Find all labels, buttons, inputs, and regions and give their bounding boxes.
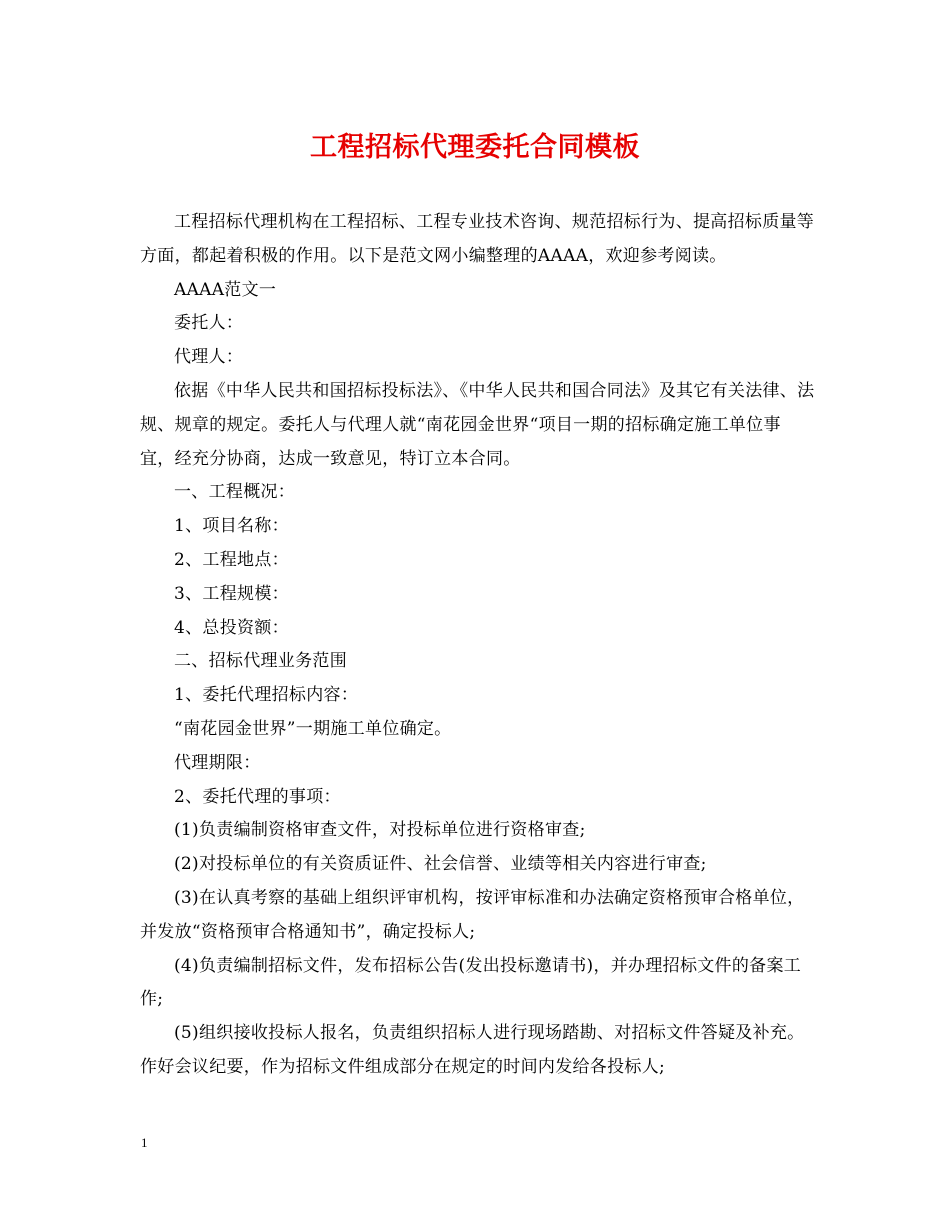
list-item-project-name: 1、项目名称： <box>174 516 289 537</box>
list-item-project-scale: 3、工程规模： <box>174 583 289 604</box>
paragraph-agent: 代理人： <box>174 347 244 368</box>
paragraph-intro: 工程招标代理机构在工程招标、工程专业技术咨询、规范招标行为、提高招标质量等方面，都起着积极的作用。以下是范文网小编整理的AAAA，欢迎参考阅读。 <box>140 212 815 266</box>
paragraph-sample-heading: AAAA范文一 <box>174 279 277 300</box>
document-body <box>140 206 815 1085</box>
list-item-matter-1: (1)负责编制资格审查文件，对投标单位进行资格审查; <box>174 820 586 841</box>
list-item-matter-2: (2)对投标单位的有关资质证件、社会信誉、业绩等相关内容进行审查; <box>174 854 707 875</box>
paragraph-principal: 委托人： <box>174 313 244 334</box>
list-item-matter-5: (5)组织接收投标人报名，负责组织招标人进行现场踏勘、对招标文件答疑及补充。作好会议纪要，作为招标文件组成部分在规定的时间内发给各投标人; <box>140 1023 805 1077</box>
list-item-matter-4: (4)负责编制招标文件，发布招标公告(发出投标邀请书)，并办理招标文件的备案工作; <box>140 955 802 1010</box>
list-item-total-investment: 4、总投资额： <box>174 617 289 638</box>
list-item-bidding-content: 1、委托代理招标内容： <box>174 685 359 706</box>
list-item-project-location: 2、工程地点： <box>174 549 289 570</box>
page-number: 1 <box>141 1135 148 1150</box>
list-item-matter-3: (3)在认真考察的基础上组织评审机构，按评审标准和办法确定资格预审合格单位，并发放“资格预审合格通知书”，确定投标人; <box>140 887 805 942</box>
document-title: 工程招标代理委托合同模板 <box>310 132 640 163</box>
section-heading-project-overview: 一、工程概况： <box>174 482 296 503</box>
list-item-agency-matters: 2、委托代理的事项： <box>174 786 341 807</box>
paragraph-bidding-content-detail: “南花园金世界”一期施工单位确定。 <box>174 718 452 739</box>
section-heading-scope: 二、招标代理业务范围 <box>174 651 347 672</box>
paragraph-agency-period: 代理期限： <box>174 752 261 773</box>
paragraph-legal-basis: 依据《中华人民共和国招标投标法》、《中华人民共和国合同法》及其它有关法律、法规、规章的规定。委托人与代理人就“南花园金世界“项目一期的招标确定施工单位事宜，经充分协商，达成一致意见，特订立本合同。 <box>140 380 815 469</box>
